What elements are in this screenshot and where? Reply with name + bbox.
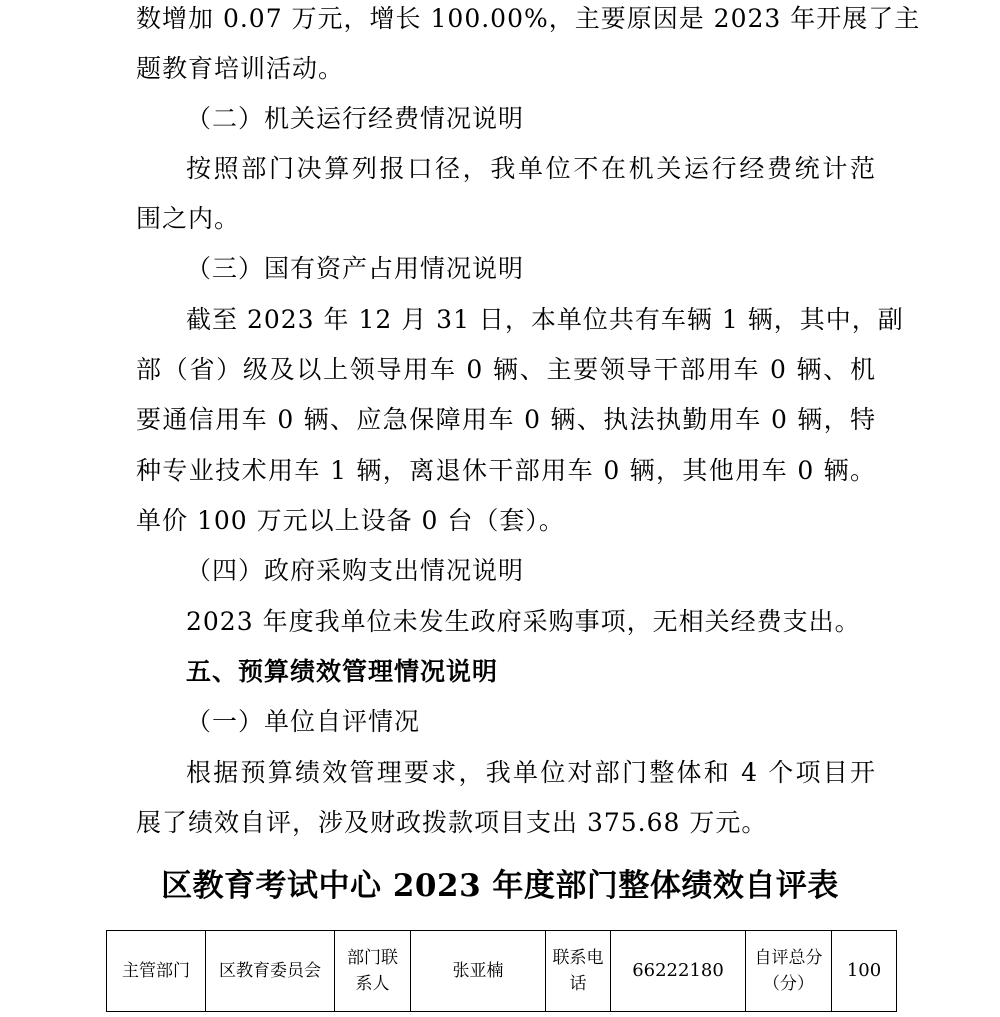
paragraph-line: 展了绩效自评，涉及财政拨款项目支出 375.68 万元。 bbox=[136, 808, 768, 837]
paragraph-line: 截至 2023 年 12 月 31 日，本单位共有车辆 1 辆，其中，副 bbox=[186, 305, 904, 334]
section-heading-4: （四）政府采购支出情况说明 bbox=[186, 556, 525, 585]
paragraph-line: 数增加 0.07 万元，增长 100.00%，主要原因是 2023 年开展了主 bbox=[136, 4, 921, 33]
performance-table bbox=[106, 930, 897, 1012]
paragraph-line: 2023 年度我单位未发生政府采购事项，无相关经费支出。 bbox=[186, 607, 861, 636]
score-value-cell: 100 bbox=[832, 931, 897, 1012]
contact-label-cell: 部门联系人 bbox=[335, 931, 411, 1012]
score-label-cell: 自评总分（分） bbox=[746, 931, 832, 1012]
section-heading-3: （三）国有资产占用情况说明 bbox=[186, 254, 525, 283]
phone-value-cell: 66222180 bbox=[611, 931, 746, 1012]
paragraph-line: 题教育培训活动。 bbox=[136, 54, 345, 83]
table-row bbox=[107, 931, 897, 1012]
section-heading-5-1: （一）单位自评情况 bbox=[186, 707, 421, 736]
paragraph-line: 单价 100 万元以上设备 0 台（套）。 bbox=[136, 506, 565, 535]
table-title: 区教育考试中心 2023 年度部门整体绩效自评表 bbox=[161, 868, 839, 904]
contact-value-cell: 张亚楠 bbox=[411, 931, 546, 1012]
paragraph-line: 种专业技术用车 1 辆，离退休干部用车 0 辆，其他用车 0 辆。 bbox=[136, 456, 876, 485]
section-heading-2: （二）机关运行经费情况说明 bbox=[186, 104, 525, 133]
paragraph-line: 要通信用车 0 辆、应急保障用车 0 辆、执法执勤用车 0 辆，特 bbox=[136, 405, 876, 434]
paragraph-line: 部（省）级及以上领导用车 0 辆、主要领导干部用车 0 辆、机 bbox=[136, 355, 876, 384]
dept-value-cell: 区教育委员会 bbox=[206, 931, 335, 1012]
paragraph-line: 按照部门决算列报口径，我单位不在机关运行经费统计范 bbox=[186, 154, 876, 183]
paragraph-line: 围之内。 bbox=[136, 204, 241, 233]
paragraph-line: 根据预算绩效管理要求，我单位对部门整体和 4 个项目开 bbox=[186, 758, 876, 787]
dept-label-cell: 主管部门 bbox=[107, 931, 206, 1012]
section-heading-5: 五、预算绩效管理情况说明 bbox=[186, 657, 499, 686]
phone-label-cell: 联系电话 bbox=[546, 931, 611, 1012]
